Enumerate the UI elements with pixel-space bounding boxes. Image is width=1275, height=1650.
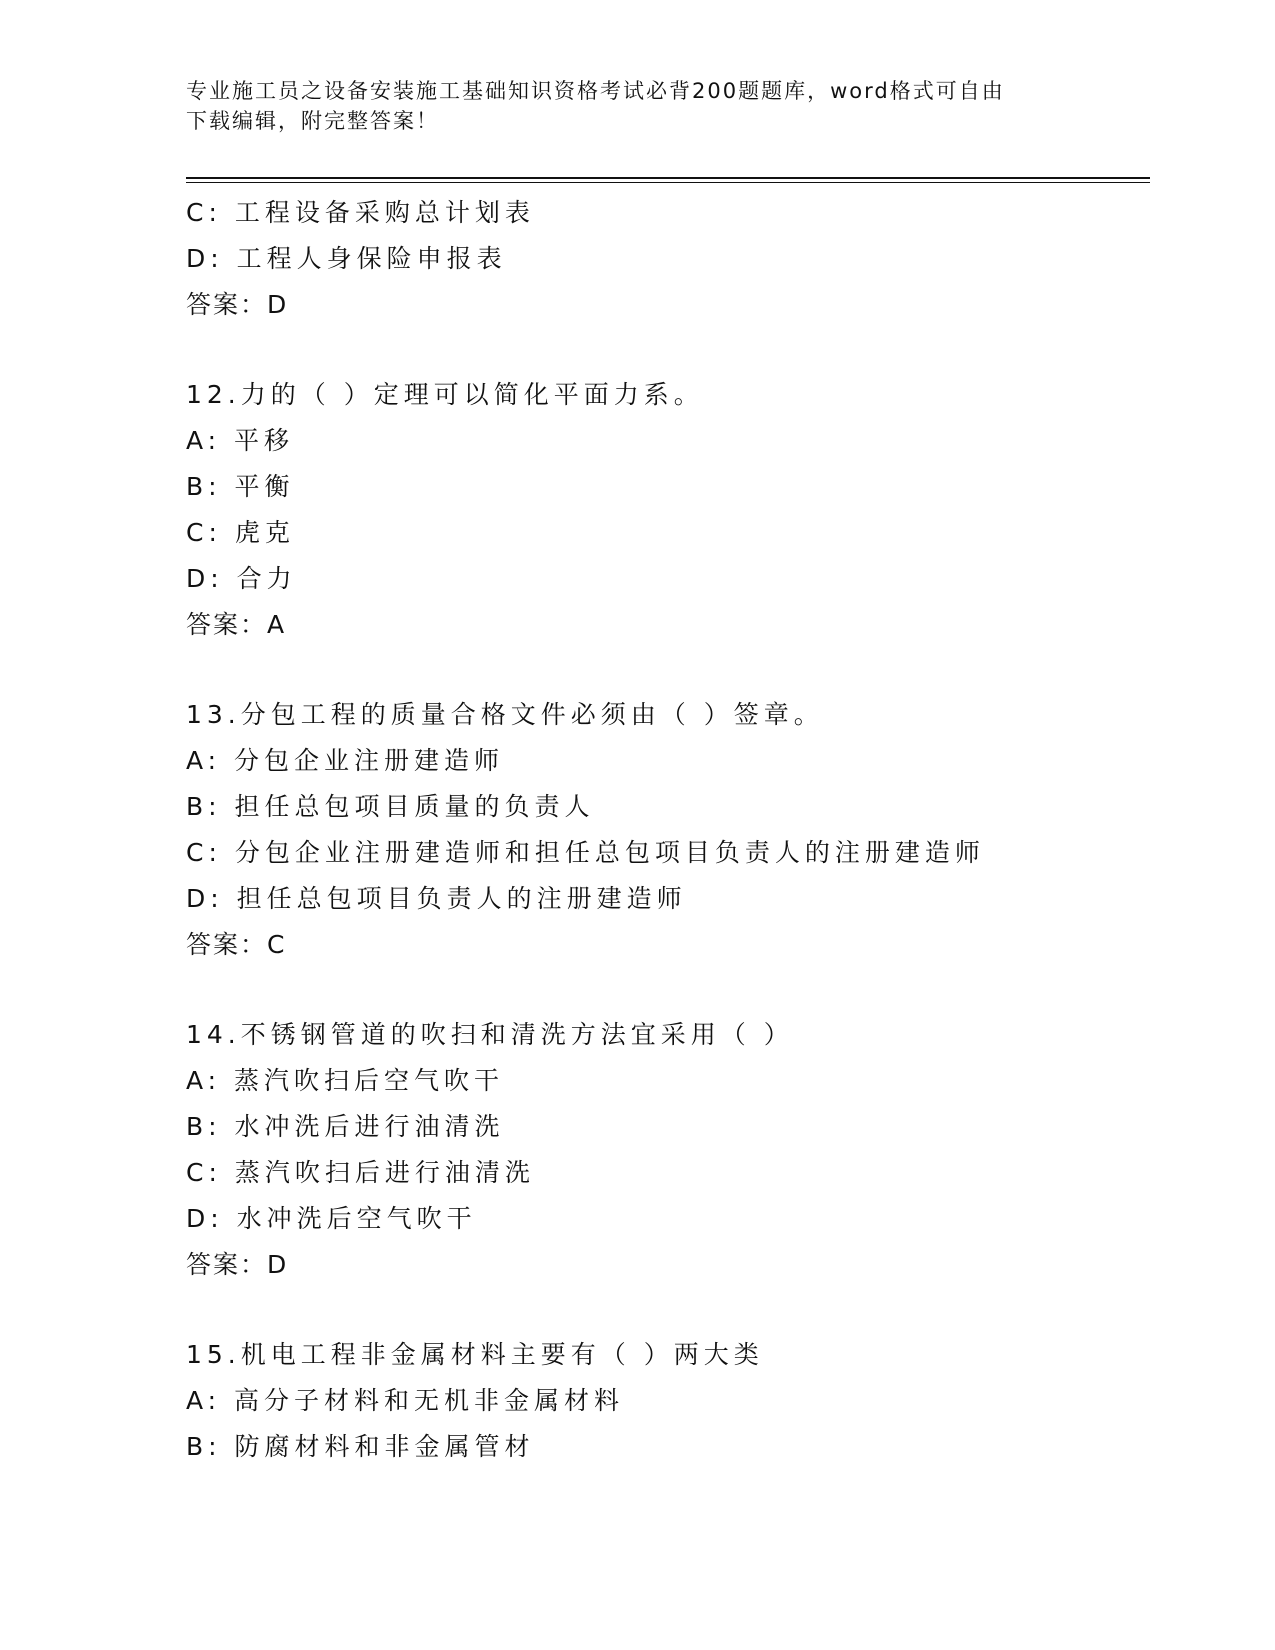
spacer (186, 648, 1150, 692)
option-a: A: 高分子材料和无机非金属材料 (186, 1386, 625, 1415)
option-d: D: 工程人身保险申报表 (186, 244, 507, 273)
question-11 (186, 190, 1150, 328)
question-stem: 13.分包工程的质量合格文件必须由（ ）签章。 (186, 700, 824, 729)
option-b: B: 水冲洗后进行油清洗 (186, 1112, 505, 1141)
option-c: C: 虎克 (186, 518, 295, 547)
answer-line: 答案：D (186, 290, 289, 319)
question-stem: 15.机电工程非金属材料主要有（ ）两大类 (186, 1340, 764, 1369)
option-a: A: 平移 (186, 426, 295, 455)
answer-line: 答案：C (186, 930, 287, 959)
option-c: C: 蒸汽吹扫后进行油清洗 (186, 1158, 535, 1187)
question-stem: 14.不锈钢管道的吹扫和清洗方法宜采用（ ） (186, 1020, 794, 1049)
option-a: A: 分包企业注册建造师 (186, 746, 505, 775)
option-a: A: 蒸汽吹扫后空气吹干 (186, 1066, 505, 1095)
option-c: C: 工程设备采购总计划表 (186, 198, 535, 227)
header-divider-thick (186, 177, 1150, 179)
answer-line: 答案：A (186, 610, 287, 639)
header-title-line-2: 下载编辑，附完整答案！ (186, 109, 439, 133)
option-c: C: 分包企业注册建造师和担任总包项目负责人的注册建造师 (186, 838, 985, 867)
header-divider-thin (186, 182, 1150, 183)
option-d: D: 水冲洗后空气吹干 (186, 1204, 477, 1233)
option-d: D: 担任总包项目负责人的注册建造师 (186, 884, 687, 913)
option-b: B: 防腐材料和非金属管材 (186, 1432, 535, 1461)
option-d: D: 合力 (186, 564, 297, 593)
question-12 (186, 372, 1150, 648)
question-15 (186, 1332, 1150, 1470)
spacer (186, 968, 1150, 1012)
option-b: B: 担任总包项目质量的负责人 (186, 792, 595, 821)
option-b: B: 平衡 (186, 472, 295, 501)
question-14 (186, 1012, 1150, 1288)
question-stem: 12.力的（ ）定理可以简化平面力系。 (186, 380, 704, 409)
question-13 (186, 692, 1150, 968)
header-title-line-1: 专业施工员之设备安装施工基础知识资格考试必背200题题库，word格式可自由 (186, 79, 1005, 103)
question-list (186, 190, 1150, 1470)
spacer (186, 328, 1150, 372)
answer-line: 答案：D (186, 1250, 289, 1279)
spacer (186, 1288, 1150, 1332)
document-header (186, 76, 1066, 136)
